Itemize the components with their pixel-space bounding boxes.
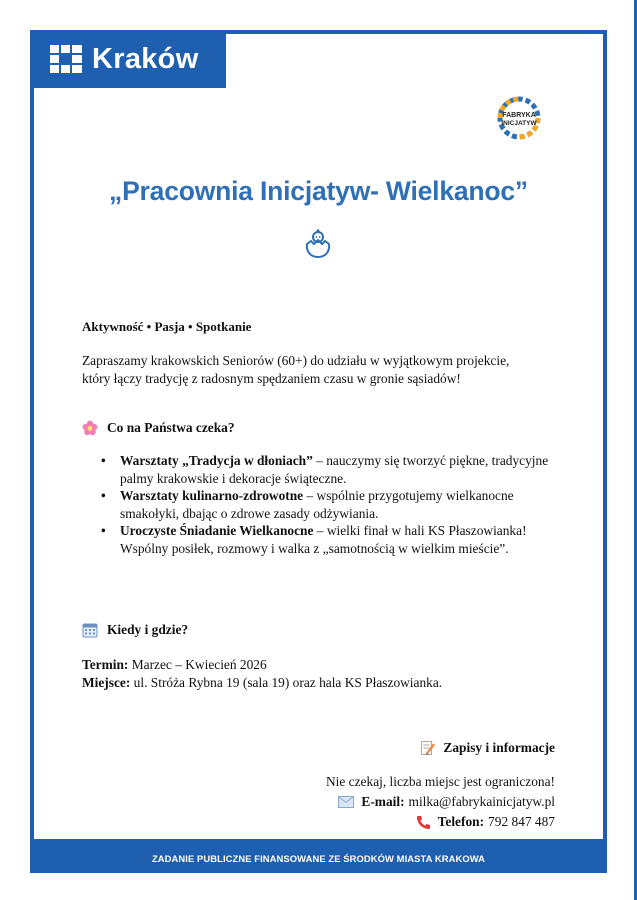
offer-item-title: Uroczyste Śniadanie Wielkanocne <box>120 523 314 538</box>
term-value: Marzec – Kwiecień 2026 <box>128 657 267 672</box>
phone-label: Telefon: <box>437 814 485 829</box>
place-label: Miejsce: <box>82 675 131 690</box>
fabryka-inicjatyw-logo <box>484 96 554 140</box>
email-label: E-mail: <box>361 794 405 809</box>
offer-heading <box>82 420 235 436</box>
krakow-emblem-icon <box>50 45 82 73</box>
list-item <box>107 522 557 557</box>
offer-heading-text: Co na Państwa czeka? <box>107 420 235 435</box>
contact-note: Nie czekaj, liczba miejsc jest ograniczona! <box>325 774 555 789</box>
place-line <box>82 674 442 692</box>
offer-item-title: Warsztaty kulinarno-zdrowotne <box>120 488 304 503</box>
offer-list <box>107 452 557 557</box>
offer-item-title: Warsztaty „Tradycja w dłoniach” <box>120 453 313 468</box>
contact-heading <box>326 738 555 758</box>
intro-paragraph: Zapraszamy krakowskich Seniorów (60+) do udziału w wyjątkowym projekcie, który łączy tradycję z radosnym spędzaniem czasu w gronie sąsiadów! <box>82 353 510 386</box>
envelope-icon <box>338 796 354 808</box>
offer-item-desc: – wspólnie przygotujemy wielkanocne smakołyki, dbając o zdrowe zasady odżywiania. <box>120 488 514 521</box>
offer-item-desc: – wielki finał w hali KS Płaszowianka! Wspólny posiłek, rozmowy i walka z „samotnością w wielkim mieście”. <box>120 523 527 556</box>
logo-text-1: FABRYKA <box>502 112 536 119</box>
event-details <box>82 656 442 692</box>
tagline: Aktywność • Pasja • Spotkanie <box>82 319 252 334</box>
logo-text-2: INICJATYW <box>501 120 537 127</box>
phone-number[interactable]: 792 847 487 <box>488 814 555 829</box>
term-line <box>82 656 442 674</box>
krakow-logo <box>30 30 226 88</box>
page-title: „Pracownia Inicjatyw- Wielkanoc” <box>109 176 528 206</box>
offer-item-desc: – nauczymy się tworzyć piękne, tradycyjne palmy krakowskie i dekoracje świąteczne. <box>120 453 549 486</box>
memo-pencil-icon <box>420 740 436 756</box>
contact-block <box>326 738 555 832</box>
when-heading <box>82 622 188 638</box>
when-heading-text: Kiedy i gdzie? <box>107 622 189 637</box>
email-link[interactable]: milka@fabrykainicjatyw.pl <box>408 794 555 809</box>
phone-icon <box>416 815 431 830</box>
calendar-icon <box>82 622 98 638</box>
place-value: ul. Stróża Rybna 19 (sala 19) oraz hala KS Płaszowianka. <box>130 675 443 690</box>
city-name: Kraków <box>92 42 199 75</box>
flower-icon <box>82 420 98 436</box>
contact-heading-text: Zapisy i informacje <box>443 740 555 755</box>
easter-chick-icon <box>303 229 333 259</box>
list-item <box>107 452 557 487</box>
term-label: Termin: <box>82 657 129 672</box>
email-line <box>326 792 555 812</box>
phone-line <box>326 812 555 832</box>
list-item <box>107 487 557 522</box>
footer-funding-note: ZADANIE PUBLICZNE FINANSOWANE ZE ŚRODKÓW MIASTA KRAKOWA <box>151 853 486 864</box>
